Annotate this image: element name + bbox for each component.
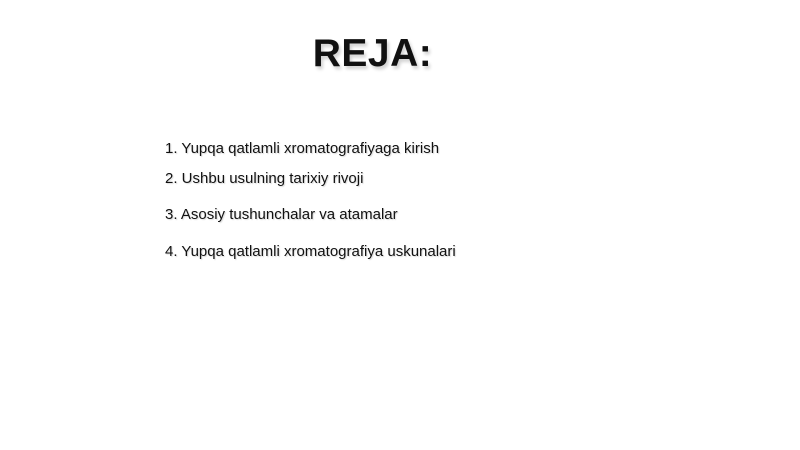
plan-item: 1. Yupqa qatlamli xromatografiyaga kirish [165,140,440,157]
plan-item: 4. Yupqa qatlamli xromatografiya uskunalari [165,243,456,260]
plan-item: 2. Ushbu usulning tarixiy rivoji [165,170,364,187]
slide-title: REJA: [312,32,433,75]
plan-item: 3. Asosiy tushunchalar va atamalar [165,206,398,223]
